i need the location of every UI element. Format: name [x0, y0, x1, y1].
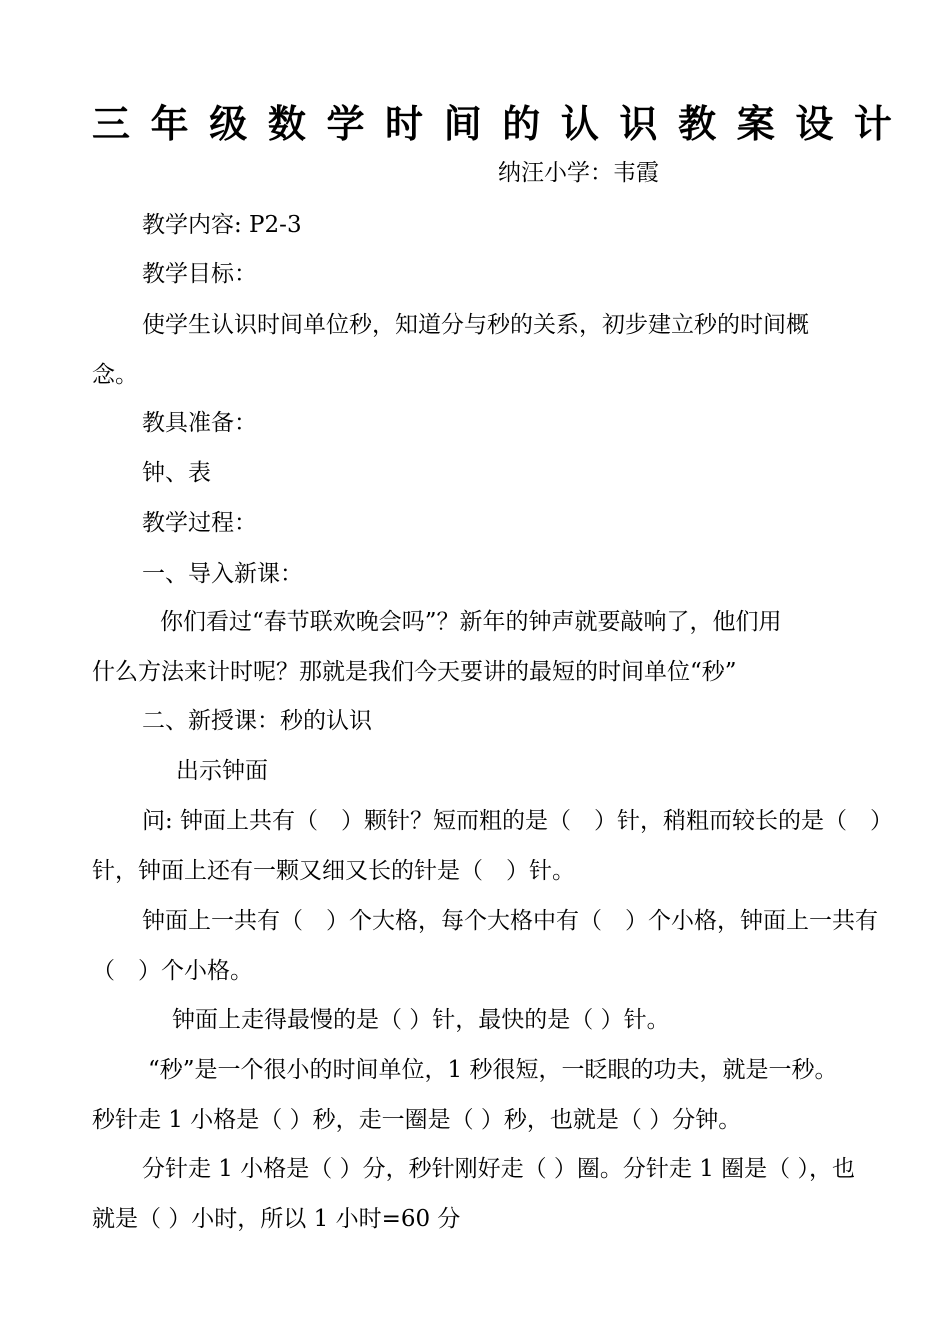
title-char: 案: [736, 102, 775, 146]
title-char: 级: [209, 102, 248, 146]
tools-text: 钟、表: [142, 460, 211, 486]
title-char: 三: [92, 102, 131, 146]
paragraph-line: 什么方法来计时呢？那就是我们今天要讲的最短的时间单位“秒”: [92, 659, 737, 685]
paragraph-line: 就是（ ）小时，所以 1 小时=60 分: [92, 1206, 461, 1232]
teaching-content-line: 教学内容: P2-3: [142, 212, 302, 238]
title-char: 时: [385, 102, 424, 146]
document-title: [92, 100, 892, 148]
title-char: 的: [502, 102, 541, 146]
title-char: 间: [443, 102, 482, 146]
section-new-lesson-heading: 二、新授课：秒的认识: [142, 708, 372, 734]
paragraph-line: （ ）个小格。: [92, 958, 253, 984]
paragraph-line: 秒针走 1 小格是（ ）秒，走一圈是（ ）秒，也就是（ ）分钟。: [92, 1107, 742, 1133]
title-char: 设: [795, 102, 834, 146]
paragraph-line: 问: 钟面上共有（ ）颗针？短而粗的是（ ）针，稍粗而较长的是（ ）: [142, 808, 894, 834]
paragraph-line: 钟面上一共有（ ）个大格，每个大格中有（ ）个小格，钟面上一共有: [142, 908, 878, 934]
title-char: 学: [326, 102, 365, 146]
title-char: 年: [150, 102, 189, 146]
title-char: 认: [560, 102, 599, 146]
author-line: 纳汪小学：韦霞: [498, 160, 659, 186]
teaching-goal-heading: 教学目标：: [142, 261, 257, 287]
teaching-goal-text: 使学生认识时间单位秒，知道分与秒的关系，初步建立秒的时间概: [142, 312, 809, 338]
teaching-goal-text-cont: 念。: [92, 362, 138, 388]
paragraph-line: 分针走 1 小格是（ ）分，秒针刚好走（ ）圈。分针走 1 圈是（ ），也: [142, 1156, 855, 1182]
section-intro-heading: 一、导入新课：: [142, 561, 303, 587]
title-char: 识: [619, 102, 658, 146]
process-heading: 教学过程：: [142, 510, 257, 536]
title-char: 教: [678, 102, 717, 146]
paragraph-line: 针，钟面上还有一颗又细又长的针是（ ）针。: [92, 858, 575, 884]
title-char: 计: [853, 102, 892, 146]
paragraph-line: 你们看过“春节联欢晚会吗”？新年的钟声就要敲响了，他们用: [160, 609, 782, 635]
tools-heading: 教具准备：: [142, 410, 257, 436]
paragraph-line: “秒”是一个很小的时间单位，1 秒很短，一眨眼的功夫，就是一秒。: [148, 1057, 838, 1083]
title-char: 数: [267, 102, 306, 146]
paragraph-line: 钟面上走得最慢的是（ ）针，最快的是（ ）针。: [172, 1007, 670, 1033]
paragraph-line: 出示钟面: [176, 758, 268, 784]
